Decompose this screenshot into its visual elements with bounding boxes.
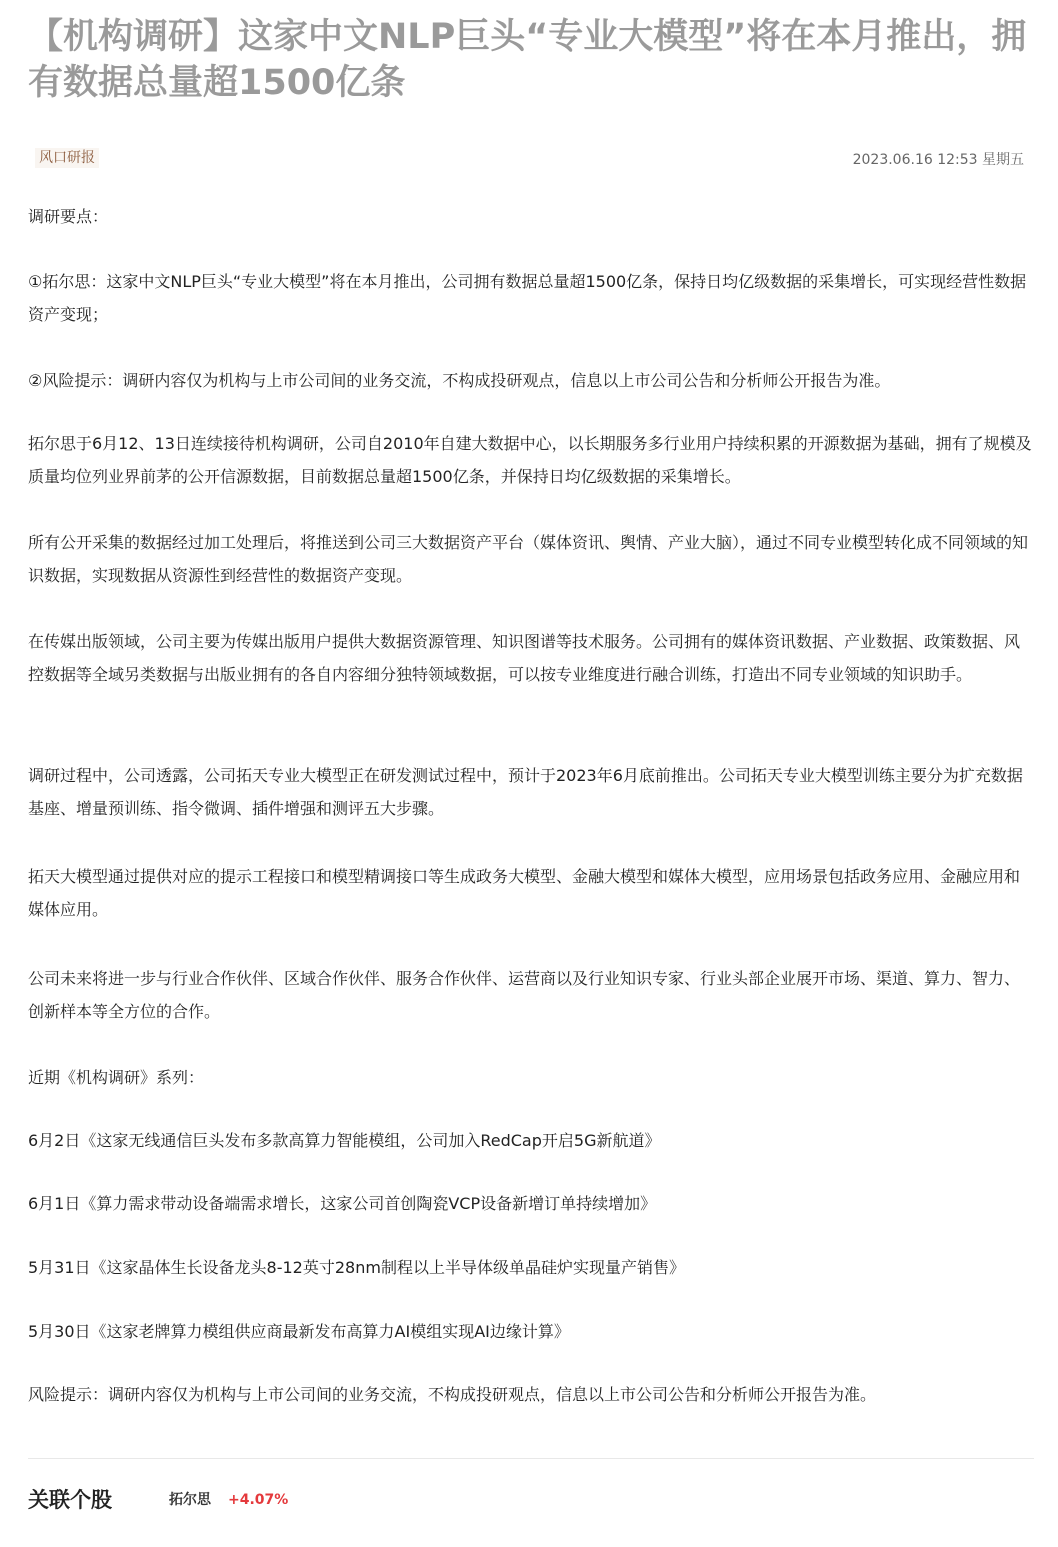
paragraph-body-2: 所有公开采集的数据经过加工处理后，将推送到公司三大数据资产平台（媒体资讯、舆情、产业大脑），通过不同专业模型转化成不同领域的知识数据，实现数据从资源性到经营性的数据资产变现。	[28, 533, 1029, 585]
publish-datetime: 2023.06.16 12:53 星期五	[852, 152, 1024, 168]
article-meta	[28, 148, 1024, 172]
related-stocks	[28, 1483, 1034, 1517]
paragraph-body-4: 调研过程中，公司透露，公司拓天专业大模型正在研发测试过程中，预计于2023年6月底前推出。公司拓天专业大模型训练主要分为扩充数据基座、增量预训练、指令微调、插件增强和测评五大步骤。	[28, 766, 1023, 818]
series-item-link[interactable]: 6月1日《算力需求带动设备端需求增长，这家公司首创陶瓷VCP设备新增订单持续增加》	[28, 1194, 657, 1213]
paragraph-point-2: ②风险提示：调研内容仅为机构与上市公司间的业务交流，不构成投研观点，信息以上市公司公告和分析师公开报告为准。	[28, 371, 891, 390]
article-page	[28, 0, 1034, 1547]
source-tag[interactable]: 风口研报	[35, 148, 99, 168]
risk-disclaimer: 风险提示：调研内容仅为机构与上市公司间的业务交流，不构成投研观点，信息以上市公司公告和分析师公开报告为准。	[28, 1385, 877, 1404]
paragraph-body-3: 在传媒出版领域，公司主要为传媒出版用户提供大数据资源管理、知识图谱等技术服务。公司拥有的媒体资讯数据、产业数据、政策数据、风控数据等全域另类数据与出版业拥有的各自内容细分独特领域数据，可以按专业维度进行融合训练，打造出不同专业领域的知识助手。	[28, 632, 1021, 684]
section-divider	[28, 1458, 1034, 1459]
stock-name-link[interactable]: 拓尔思	[169, 1492, 211, 1508]
article-title: 【机构调研】这家中文NLP巨头“专业大模型”将在本月推出，拥有数据总量超1500亿条	[28, 17, 1027, 103]
series-item-link[interactable]: 6月2日《这家无线通信巨头发布多款高算力智能模组，公司加入RedCap开启5G新航道》	[28, 1131, 661, 1150]
paragraph-body-5: 拓天大模型通过提供对应的提示工程接口和模型精调接口等生成政务大模型、金融大模型和媒体大模型，应用场景包括政务应用、金融应用和媒体应用。	[28, 867, 1021, 919]
paragraph-summary-heading: 调研要点：	[28, 207, 109, 226]
related-stocks-title: 关联个股	[28, 1488, 112, 1512]
stock-change-badge[interactable]: +4.07%	[228, 1492, 289, 1508]
series-item-link[interactable]: 5月31日《这家晶体生长设备龙头8-12英寸28nm制程以上半导体级单晶硅炉实现量产销售》	[28, 1258, 685, 1277]
paragraph-body-6: 公司未来将进一步与行业合作伙伴、区域合作伙伴、服务合作伙伴、运营商以及行业知识专家、行业头部企业展开市场、渠道、算力、智力、创新样本等全方位的合作。	[28, 969, 1021, 1021]
series-heading: 近期《机构调研》系列：	[28, 1068, 205, 1087]
paragraph-body-1: 拓尔思于6月12、13日连续接待机构调研，公司自2010年自建大数据中心，以长期服务多行业用户持续积累的开源数据为基础，拥有了规模及质量均位列业界前茅的公开信源数据，目前数据总量超1500亿条，并保持日均亿级数据的采集增长。	[28, 434, 1032, 486]
series-item-link[interactable]: 5月30日《这家老牌算力模组供应商最新发布高算力AI模组实现AI边缘计算》	[28, 1322, 570, 1341]
paragraph-point-1: ①拓尔思：这家中文NLP巨头“专业大模型”将在本月推出，公司拥有数据总量超1500亿条，保持日均亿级数据的采集增长，可实现经营性数据资产变现；	[28, 272, 1027, 324]
